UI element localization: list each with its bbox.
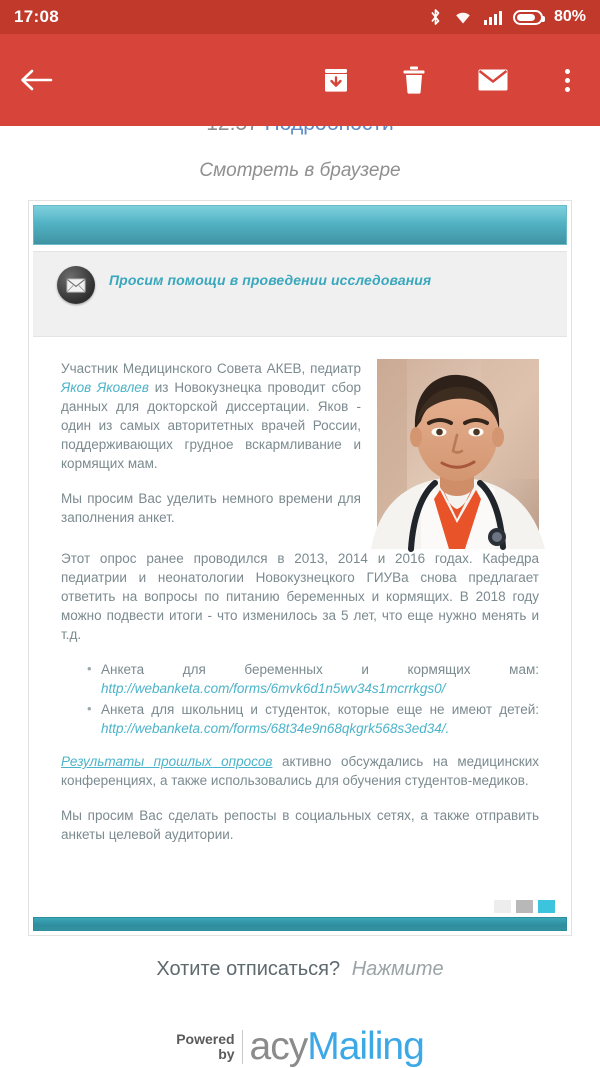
footer-square-1 <box>494 900 511 913</box>
back-button[interactable] <box>18 66 72 94</box>
email-card-footer <box>29 858 571 931</box>
powered-line-1: Powered <box>176 1030 235 1047</box>
toolbar-actions <box>321 65 582 95</box>
email-card-wrapper <box>0 200 600 936</box>
unsubscribe-question: Хотите отписаться? <box>156 958 341 980</box>
overflow-menu-icon[interactable] <box>559 69 576 92</box>
status-icon-group <box>429 8 586 26</box>
past-results-link[interactable]: Результаты прошлых опросов <box>61 754 273 769</box>
back-arrow-icon <box>18 66 54 94</box>
email-body <box>29 337 571 858</box>
bluetooth-icon <box>429 8 442 26</box>
email-subject: Просим помощи в проведении исследования <box>109 272 432 288</box>
wifi-icon <box>453 9 473 25</box>
powered-line-2: by <box>218 1045 235 1062</box>
intro-row <box>61 359 539 549</box>
list-item <box>87 660 539 698</box>
envelope-badge-icon <box>57 266 95 304</box>
email-footer-bar <box>33 917 567 931</box>
unsubscribe-row <box>0 936 600 981</box>
paragraph-4-rest: активно обсуждались на медицинских конференциях, а также использовались для обучения студентов-медиков. <box>61 754 539 788</box>
battery-icon <box>513 10 543 25</box>
paragraph-2: Мы просим Вас уделить немного времени для заполнения анкет. <box>61 491 361 525</box>
survey-url-1[interactable]: http://webanketa.com/forms/6mvk6d1n5wv34s1mcrrkgs0/ <box>101 681 446 696</box>
unsubscribe-link[interactable]: Нажмите <box>351 958 444 980</box>
list-item <box>87 700 539 738</box>
footer-blank-space <box>33 862 567 900</box>
view-in-browser-link[interactable]: Смотреть в браузере <box>199 160 401 181</box>
email-content-scroll[interactable] <box>0 126 600 1066</box>
email-header-bar <box>33 205 567 245</box>
archive-icon[interactable] <box>321 65 351 95</box>
paragraph-3: Этот опрос ранее проводился в 2013, 2014 и 2016 годах. Кафедра педиатрии и неонатологии Новокузнецкого ГИУВа снова предлагает ответить на вопросы по питанию беременных и кормящих. В 2018 году можно подвести итоги - что изменилось за 5 лет, что еще нужно менять и т.д. <box>61 551 539 642</box>
doctor-portrait-image <box>377 359 539 549</box>
survey-url-2[interactable]: http://webanketa.com/forms/68t34e9n68qkgrk568s3ed34/. <box>101 721 450 736</box>
powered-by-text <box>176 1032 234 1062</box>
paragraph-1-lead: Участник Медицинского Совета АКЕВ, педиатр <box>61 361 361 376</box>
acymailing-logo-mailing: Mailing <box>307 1025 424 1068</box>
paragraph-5: Мы просим Вас сделать репосты в социальных сетях, а также отправить анкеты целевой аудитории. <box>61 808 539 842</box>
signal-icon <box>484 10 502 25</box>
footer-square-3 <box>538 900 555 913</box>
bullet-2-text: Анкета для школьниц и студенток, которые еще не имеют детей: <box>101 702 539 717</box>
acymailing-logo <box>250 1027 424 1066</box>
powered-divider <box>242 1030 243 1064</box>
acymailing-logo-acy: acy <box>249 1025 308 1068</box>
battery-percent: 80% <box>553 8 586 25</box>
email-card <box>28 200 572 936</box>
survey-link-list <box>61 660 539 738</box>
powered-by-acymailing <box>0 981 600 1066</box>
paragraph-4 <box>61 752 539 790</box>
paragraph-1-rest: из Новокузнецка проводит сбор данных для докторской диссертации. Яков - один из самых авторитетных врачей России, поддерживающих грудное вскармливание и кормящих мам. <box>61 380 361 471</box>
mark-unread-icon[interactable] <box>477 67 509 93</box>
footer-square-2 <box>516 900 533 913</box>
email-subject-header <box>33 251 567 337</box>
doctor-name-link[interactable]: Яков Яковлев <box>61 380 149 395</box>
delete-icon[interactable] <box>401 65 427 95</box>
paragraph-1 <box>61 359 361 473</box>
status-time: 17:08 <box>14 7 59 26</box>
intro-text-column <box>61 359 361 549</box>
bullet-1-text: Анкета для беременных и кормящих мам: <box>101 662 539 677</box>
footer-squares <box>29 900 571 917</box>
status-bar <box>0 0 600 34</box>
app-toolbar <box>0 34 600 126</box>
